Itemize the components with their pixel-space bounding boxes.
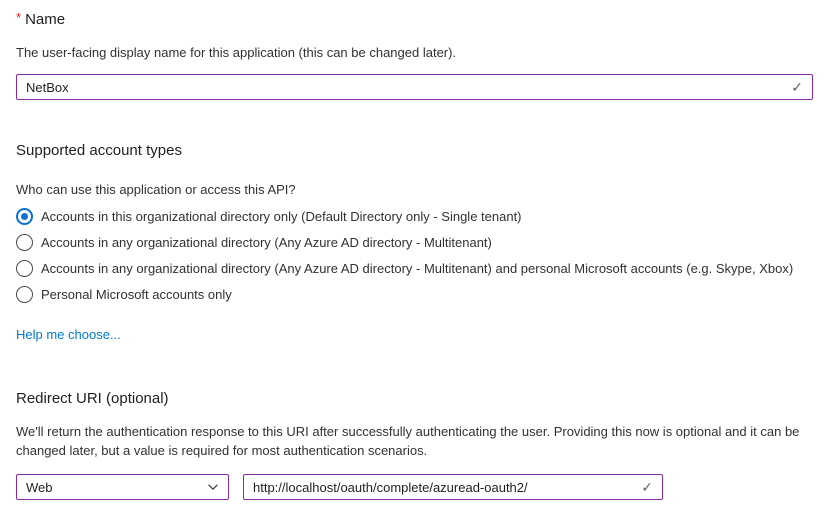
redirect-uri-input[interactable] <box>244 480 635 495</box>
radio-option-label: Accounts in any organizational directory (Any Azure AD directory - Multitenant) <box>41 234 492 250</box>
chevron-down-icon <box>206 480 228 494</box>
platform-select-value: Web <box>26 479 53 495</box>
name-section-title <box>16 10 65 28</box>
radio-option-single-tenant[interactable] <box>16 207 522 225</box>
radio-option-multitenant-personal[interactable] <box>16 259 793 277</box>
radio-option-personal-only[interactable] <box>16 285 232 303</box>
name-input-container <box>16 74 813 100</box>
platform-select[interactable] <box>16 474 229 500</box>
redirect-uri-title: Redirect URI (optional) <box>16 390 169 407</box>
redirect-uri-description: We'll return the authentication response to this URI after successfully authenticating the user. Providing this now is optional and it can be changed later, but a value is required for most authentication scenarios. <box>16 424 800 458</box>
radio-unselected-icon <box>16 260 33 277</box>
required-asterisk: * <box>16 10 22 25</box>
radio-unselected-icon <box>16 234 33 251</box>
account-types-question: Who can use this application or access this API? <box>16 182 296 197</box>
radio-option-label: Accounts in this organizational directory only (Default Directory only - Single tenant) <box>41 208 522 224</box>
name-description: The user-facing display name for this application (this can be changed later). <box>16 45 457 60</box>
redirect-uri-input-container <box>243 474 663 500</box>
radio-option-multitenant[interactable] <box>16 233 492 251</box>
name-input[interactable] <box>17 80 785 95</box>
help-me-choose-link[interactable]: Help me choose... <box>16 327 121 342</box>
radio-selected-icon <box>16 208 33 225</box>
name-label: Name <box>25 11 66 28</box>
checkmark-icon: ✓ <box>641 479 653 495</box>
radio-option-label: Personal Microsoft accounts only <box>41 286 232 302</box>
radio-unselected-icon <box>16 286 33 303</box>
radio-option-label: Accounts in any organizational directory (Any Azure AD directory - Multitenant) and personal Microsoft accounts (e.g. Skype, Xbox) <box>41 260 794 276</box>
checkmark-icon: ✓ <box>791 79 803 95</box>
account-types-title: Supported account types <box>16 142 182 159</box>
